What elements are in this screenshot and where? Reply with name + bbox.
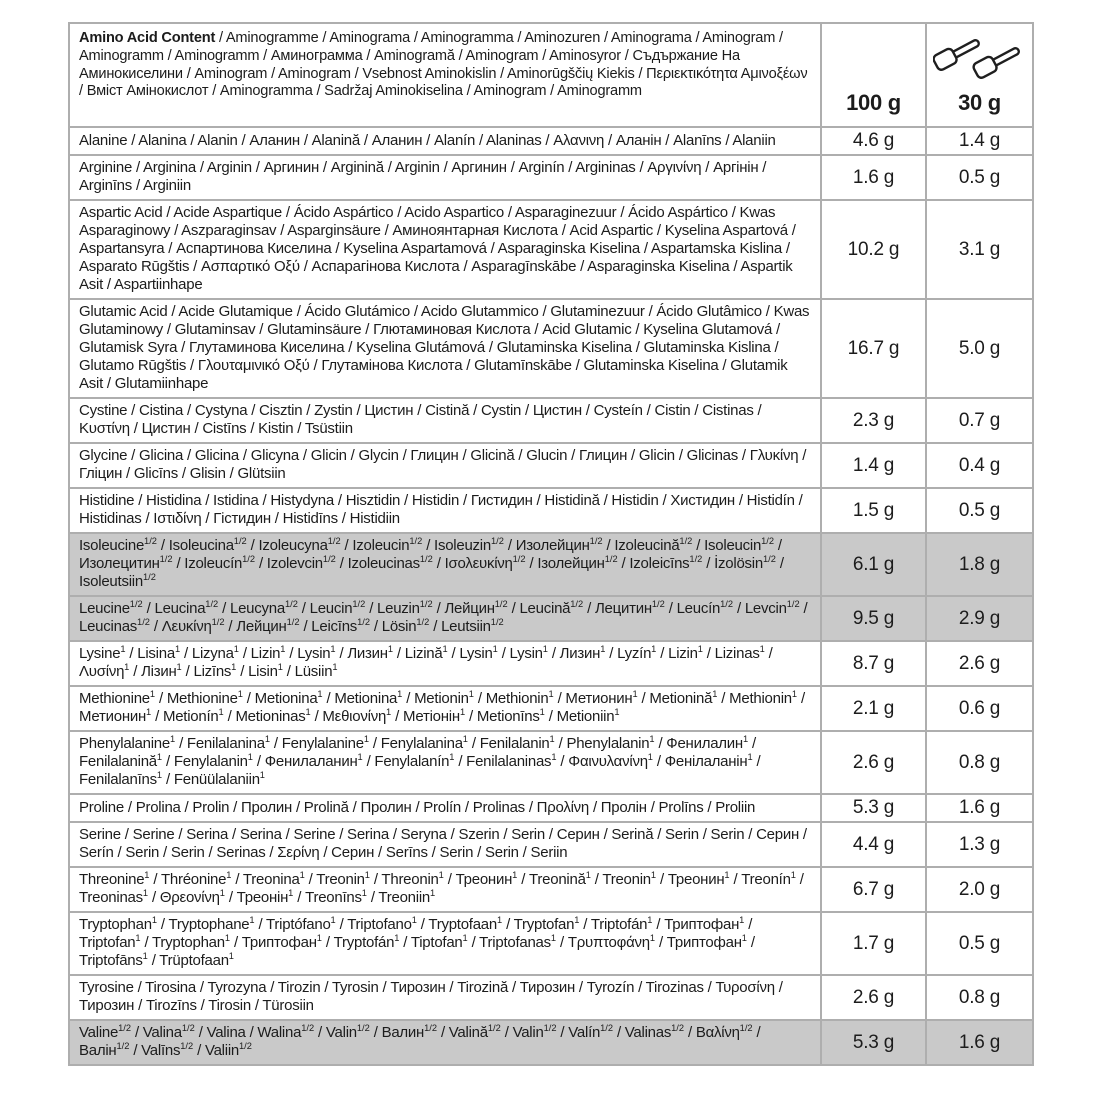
table-row — [69, 686, 1033, 731]
value-per-30g: 1.4 g — [926, 127, 1033, 155]
amino-acid-name: Arginine / Arginina / Arginin / Аргинин / Arginină / Arginin / Аргинин / Arginín / Argininas / Αργινίνη / Аргінін / Arginīns / Arginiin — [69, 155, 821, 200]
value-per-100g: 6.1 g — [821, 533, 926, 596]
amino-acid-label — [68, 22, 1032, 1066]
value-per-100g: 16.7 g — [821, 299, 926, 398]
value-per-30g: 0.8 g — [926, 731, 1033, 794]
table-row — [69, 867, 1033, 912]
value-per-100g: 4.6 g — [821, 127, 926, 155]
amino-acid-name: Histidine / Histidina / Istidina / Histydyna / Hisztidin / Histidin / Гистидин / Histidină / Histidin / Хистидин / Histidín / Histidinas / Ιστιδίνη / Гістидин / Histidīns / Histidiin — [69, 488, 821, 533]
table-row — [69, 822, 1033, 867]
value-per-30g: 2.6 g — [926, 641, 1033, 686]
column-header-100g — [821, 23, 926, 127]
value-per-100g: 9.5 g — [821, 596, 926, 641]
table-title-cell — [69, 23, 821, 127]
value-per-100g: 1.4 g — [821, 443, 926, 488]
table-row — [69, 200, 1033, 299]
value-per-100g: 2.6 g — [821, 731, 926, 794]
column-header-30g-label: 30 g — [958, 90, 1001, 115]
value-per-30g: 1.6 g — [926, 794, 1033, 822]
amino-acid-name: Serine / Serine / Serina / Serina / Serine / Serina / Seryna / Szerin / Serin / Серин / Serină / Serin / Serin / Серин / Serín / Serin / Serin / Serinas / Σερίνη / Серин / Serīns / Serin / Serin / Seriin — [69, 822, 821, 867]
table-row — [69, 127, 1033, 155]
value-per-100g: 5.3 g — [821, 1020, 926, 1065]
value-per-30g: 0.5 g — [926, 488, 1033, 533]
value-per-100g: 8.7 g — [821, 641, 926, 686]
table-row — [69, 794, 1033, 822]
table-row — [69, 533, 1033, 596]
amino-acid-name: Tyrosine / Tirosina / Tyrozyna / Tirozin / Tyrosin / Тирозин / Tirozină / Тирозин / Tyrozín / Tirozinas / Τυροσίνη / Тирозин / Tirozīns / Tirosin / Türosiin — [69, 975, 821, 1020]
table-body — [69, 127, 1033, 1065]
value-per-100g: 1.7 g — [821, 912, 926, 975]
amino-acid-name: Threonine$^1$ / Thréonine$^1$ / Treonina$^1$ / Treonin$^1$ / Threonin$^1$ / Треонин$^1$ / Treonină$^1$ / Treonin$^1$ / Треонин$^1$ / Treonín$^1$ / Treoninas$^1$ / Θρεονίνη$^1$ / Треонін$^1$ / Treonīns$^1$ / Treoniin$^1$ — [69, 867, 821, 912]
amino-acid-name: Methionine$^1$ / Methionine$^1$ / Metionina$^1$ / Metionina$^1$ / Metionin$^1$ / Methionin$^1$ / Метионин$^1$ / Metionină$^1$ / Methionin$^1$ / Метионин$^1$ / Metionín$^1$ / Metioninas$^1$ / Μεθιονίνη$^1$ / Метіонін$^1$ / Metionīns$^1$ / Metioniin$^1$ — [69, 686, 821, 731]
column-header-100g-label: 100 g — [846, 90, 901, 115]
value-per-30g: 1.8 g — [926, 533, 1033, 596]
amino-acid-name: Alanine / Alanina / Alanin / Аланин / Alanină / Аланин / Alanín / Alaninas / Αλανινη / Аланін / Alanīns / Alaniin — [69, 127, 821, 155]
value-per-100g: 10.2 g — [821, 200, 926, 299]
value-per-100g: 2.3 g — [821, 398, 926, 443]
value-per-100g: 2.6 g — [821, 975, 926, 1020]
table-row — [69, 975, 1033, 1020]
table-row — [69, 596, 1033, 641]
amino-acid-name: Cystine / Cistina / Cystyna / Cisztin / Zystin / Цистин / Cistină / Cystin / Цистин / Cysteín / Cistin / Cistinas / Κυστίνη / Цистин / Cistīns / Kistin / Tsüstiin — [69, 398, 821, 443]
table-row — [69, 398, 1033, 443]
amino-acid-name: Lysine$^1$ / Lisina$^1$ / Lizyna$^1$ / Lizin$^1$ / Lysin$^1$ / Лизин$^1$ / Lizină$^1$ / Lysin$^1$ / Lysin$^1$ / Лизин$^1$ / Lyzín$^1$ / Lizin$^1$ / Lizinas$^1$ / Λυσίνη$^1$ / Лізин$^1$ / Lizīns$^1$ / Lisin$^1$ / Lüsiin$^1$ — [69, 641, 821, 686]
value-per-30g: 5.0 g — [926, 299, 1033, 398]
value-per-100g: 1.5 g — [821, 488, 926, 533]
value-per-100g: 2.1 g — [821, 686, 926, 731]
value-per-30g: 0.5 g — [926, 155, 1033, 200]
table-row — [69, 299, 1033, 398]
amino-acid-name: Aspartic Acid / Acide Aspartique / Ácido Aspártico / Acido Aspartico / Asparaginezuur / Ácido Aspártico / Kwas Asparaginowy / Aszparaginsav / Asparginsäure / Аминоянтарная Кислота / Acid Aspartic / Kyselina Aspartová / Aspartansyra / Аспартинова Киселина / Kyselina Aspartamová / Asparaginska Kiselina / Aspartamska Kislina / Asparato Rūgštis / Ασπαρτικό Οξύ / Аспарагінова Кислота / Asparagīnskābe / Asparaginska Kiselina / Aspartik Asit / Aspartiinhape — [69, 200, 821, 299]
amino-acid-name: Proline / Prolina / Prolin / Пролин / Prolină / Пролин / Prolín / Prolinas / Προλίνη / Пролін / Prolīns / Proliin — [69, 794, 821, 822]
amino-acid-name: Leucine$^{1/2}$ / Leucina$^{1/2}$ / Leucyna$^{1/2}$ / Leucin$^{1/2}$ / Leuzin$^{1/2}$ / Лейцин$^{1/2}$ / Leucină$^{1/2}$ / Лецитин$^{1/2}$ / Leucín$^{1/2}$ / Levcin$^{1/2}$ / Leucinas$^{1/2}$ / Λευκίνη$^{1/2}$ / Лейцин$^{1/2}$ / Leicīns$^{1/2}$ / Lösin$^{1/2}$ / Leutsiin$^{1/2}$ — [69, 596, 821, 641]
value-per-30g: 0.5 g — [926, 912, 1033, 975]
value-per-100g: 1.6 g — [821, 155, 926, 200]
table-row — [69, 731, 1033, 794]
table-row — [69, 443, 1033, 488]
table-row — [69, 488, 1033, 533]
value-per-30g: 3.1 g — [926, 200, 1033, 299]
value-per-30g: 0.4 g — [926, 443, 1033, 488]
amino-acid-name: Phenylalanine$^1$ / Fenilalanina$^1$ / Fenylalanine$^1$ / Fenylalanina$^1$ / Fenilalanin$^1$ / Phenylalanin$^1$ / Фенилалин$^1$ / Fenilalanină$^1$ / Fenylalanin$^1$ / Фенилаланин$^1$ / Fenylalanín$^1$ / Fenilalaninas$^1$ / Φαινυλανίνη$^1$ / Фенілаланін$^1$ / Fenilalanīns$^1$ / Fenüülalaniin$^1$ — [69, 731, 821, 794]
value-per-30g: 2.9 g — [926, 596, 1033, 641]
amino-acid-table — [68, 22, 1034, 1066]
table-row — [69, 641, 1033, 686]
value-per-30g: 1.6 g — [926, 1020, 1033, 1065]
table-row — [69, 912, 1033, 975]
value-per-30g: 2.0 g — [926, 867, 1033, 912]
value-per-100g: 4.4 g — [821, 822, 926, 867]
value-per-100g: 5.3 g — [821, 794, 926, 822]
value-per-30g: 1.3 g — [926, 822, 1033, 867]
table-header-row — [69, 23, 1033, 127]
value-per-30g: 0.7 g — [926, 398, 1033, 443]
value-per-30g: 0.8 g — [926, 975, 1033, 1020]
amino-acid-name: Glycine / Glicina / Glicina / Glicyna / Glicin / Glycin / Глицин / Glicină / Glucin / Глицин / Glicin / Glicinas / Γλυκίνη / Гліцин / Glicīns / Glisin / Glütsiin — [69, 443, 821, 488]
table-title: Amino Acid Content — [79, 30, 216, 46]
amino-acid-name: Isoleucine$^{1/2}$ / Isoleucina$^{1/2}$ / Izoleucyna$^{1/2}$ / Izoleucin$^{1/2}$ / Isoleuzin$^{1/2}$ / Изолейцин$^{1/2}$ / Izoleucină$^{1/2}$ / Isoleucin$^{1/2}$ / Изолецитин$^{1/2}$ / Izoleucín$^{1/2}$ / Izolevcin$^{1/2}$ / Izoleucinas$^{1/2}$ / Ισολευκίνη$^{1/2}$ / Ізолейцин$^{1/2}$ / Izoleicīns$^{1/2}$ / İzolösin$^{1/2}$ / Isoleutsiin$^{1/2}$ — [69, 533, 821, 596]
amino-acid-name: Glutamic Acid / Acide Glutamique / Ácido Glutámico / Acido Glutammico / Glutaminezuur / Ácido Glutâmico / Kwas Glutaminowy / Glutaminsav / Glutaminsäure / Глютаминовая Кислота / Acid Glutamic / Kyselina Glutamová / Glutamisk Syra / Глутаминова Киселина / Kyselina Glutámová / Glutaminska Kiselina / Glutaminska Kislina / Glutamo Rūgštis / Γλουταμινικό Οξύ / Глутамінова Кислота / Glutamīnskābe / Glutaminska Kiselina / Glutamik Asit / Glutamiinhape — [69, 299, 821, 398]
column-header-30g — [926, 23, 1033, 127]
measuring-scoops-icon — [933, 28, 1027, 84]
value-per-100g: 6.7 g — [821, 867, 926, 912]
amino-acid-name: Valine$^{1/2}$ / Valina$^{1/2}$ / Valina / Walina$^{1/2}$ / Valin$^{1/2}$ / Валин$^{1/2}$ / Valină$^{1/2}$ / Valin$^{1/2}$ / Valín$^{1/2}$ / Valinas$^{1/2}$ / Βαλίνη$^{1/2}$ / Валін$^{1/2}$ / Valīns$^{1/2}$ / Valiin$^{1/2}$ — [69, 1020, 821, 1065]
table-title-translations: / Aminogramme / Aminograma / Aminogramma / Aminozuren / Aminograma / Aminogram / Aminogramm / Aminogramm / Аминограмма / Aminogramă / Aminogram / Aminosyror / Съдържание На Аминокиселини / Aminogram / Aminogram / Vsebnost Aminokislin / Aminorūgščių Kiekis / Περιεκτικότητα Αμινοξέων / Вміст Амінокислот / Aminogramma / Sadržaj Aminokiselina / Aminogram / Aminogramm — [79, 30, 808, 100]
table-row — [69, 1020, 1033, 1065]
table-row — [69, 155, 1033, 200]
amino-acid-name: Tryptophan$^1$ / Tryptophane$^1$ / Triptófano$^1$ / Triptofano$^1$ / Tryptofaan$^1$ / Tryptofan$^1$ / Triptofán$^1$ / Триптофан$^1$ / Triptofan$^1$ / Tryptophan$^1$ / Триптофан$^1$ / Tryptofán$^1$ / Tiptofan$^1$ / Triptofanas$^1$ / Τρυπτοφάνη$^1$ / Триптофан$^1$ / Triptofāns$^1$ / Trüptofaan$^1$ — [69, 912, 821, 975]
value-per-30g: 0.6 g — [926, 686, 1033, 731]
